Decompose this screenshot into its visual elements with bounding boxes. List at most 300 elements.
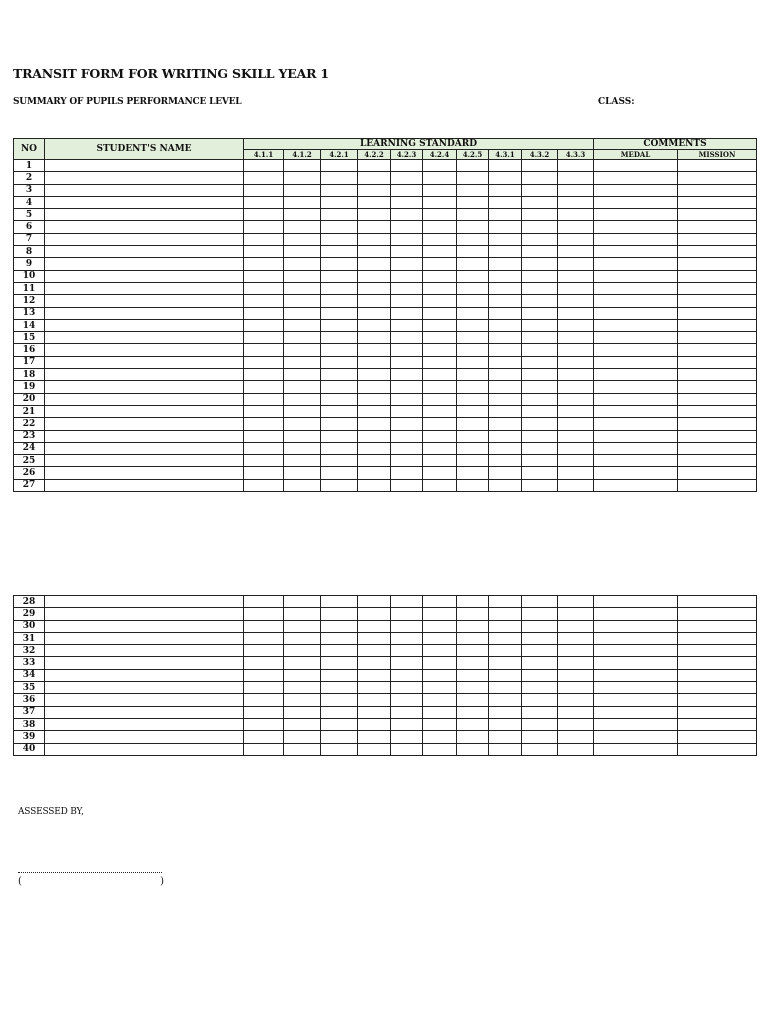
entry-cell[interactable] <box>558 258 594 270</box>
entry-cell[interactable] <box>558 332 594 344</box>
entry-cell[interactable] <box>489 620 522 632</box>
entry-cell[interactable] <box>244 332 284 344</box>
entry-cell[interactable] <box>358 369 391 381</box>
entry-cell[interactable] <box>391 418 423 430</box>
entry-cell[interactable] <box>391 620 423 632</box>
student-name-cell[interactable] <box>45 233 244 245</box>
entry-cell[interactable] <box>594 731 678 743</box>
entry-cell[interactable] <box>423 356 457 368</box>
entry-cell[interactable] <box>284 430 321 442</box>
entry-cell[interactable] <box>489 645 522 657</box>
entry-cell[interactable] <box>391 282 423 294</box>
entry-cell[interactable] <box>321 381 358 393</box>
entry-cell[interactable] <box>358 442 391 454</box>
entry-cell[interactable] <box>321 282 358 294</box>
entry-cell[interactable] <box>457 196 489 208</box>
entry-cell[interactable] <box>457 184 489 196</box>
entry-cell[interactable] <box>423 369 457 381</box>
entry-cell[interactable] <box>457 669 489 681</box>
entry-cell[interactable] <box>558 172 594 184</box>
entry-cell[interactable] <box>284 694 321 706</box>
entry-cell[interactable] <box>522 645 558 657</box>
entry-cell[interactable] <box>423 442 457 454</box>
entry-cell[interactable] <box>321 295 358 307</box>
entry-cell[interactable] <box>358 307 391 319</box>
entry-cell[interactable] <box>457 632 489 644</box>
entry-cell[interactable] <box>489 221 522 233</box>
entry-cell[interactable] <box>457 295 489 307</box>
entry-cell[interactable] <box>284 209 321 221</box>
entry-cell[interactable] <box>489 430 522 442</box>
entry-cell[interactable] <box>321 706 358 718</box>
entry-cell[interactable] <box>284 282 321 294</box>
entry-cell[interactable] <box>594 184 678 196</box>
entry-cell[interactable] <box>321 718 358 730</box>
entry-cell[interactable] <box>678 172 757 184</box>
entry-cell[interactable] <box>522 706 558 718</box>
entry-cell[interactable] <box>244 393 284 405</box>
entry-cell[interactable] <box>489 184 522 196</box>
entry-cell[interactable] <box>489 706 522 718</box>
entry-cell[interactable] <box>457 381 489 393</box>
entry-cell[interactable] <box>358 657 391 669</box>
entry-cell[interactable] <box>423 393 457 405</box>
entry-cell[interactable] <box>457 332 489 344</box>
entry-cell[interactable] <box>678 307 757 319</box>
entry-cell[interactable] <box>284 467 321 479</box>
entry-cell[interactable] <box>321 270 358 282</box>
entry-cell[interactable] <box>522 172 558 184</box>
student-name-cell[interactable] <box>45 184 244 196</box>
entry-cell[interactable] <box>321 467 358 479</box>
entry-cell[interactable] <box>423 718 457 730</box>
entry-cell[interactable] <box>284 657 321 669</box>
entry-cell[interactable] <box>284 319 321 331</box>
entry-cell[interactable] <box>522 393 558 405</box>
entry-cell[interactable] <box>284 270 321 282</box>
student-name-cell[interactable] <box>45 743 244 755</box>
entry-cell[interactable] <box>284 221 321 233</box>
entry-cell[interactable] <box>244 455 284 467</box>
entry-cell[interactable] <box>244 307 284 319</box>
entry-cell[interactable] <box>391 172 423 184</box>
entry-cell[interactable] <box>678 682 757 694</box>
entry-cell[interactable] <box>244 731 284 743</box>
entry-cell[interactable] <box>284 442 321 454</box>
entry-cell[interactable] <box>558 369 594 381</box>
student-name-cell[interactable] <box>45 608 244 620</box>
entry-cell[interactable] <box>558 694 594 706</box>
entry-cell[interactable] <box>321 233 358 245</box>
entry-cell[interactable] <box>489 405 522 417</box>
entry-cell[interactable] <box>321 405 358 417</box>
entry-cell[interactable] <box>522 596 558 608</box>
student-name-cell[interactable] <box>45 160 244 172</box>
entry-cell[interactable] <box>522 209 558 221</box>
student-name-cell[interactable] <box>45 430 244 442</box>
entry-cell[interactable] <box>391 455 423 467</box>
entry-cell[interactable] <box>284 393 321 405</box>
student-name-cell[interactable] <box>45 332 244 344</box>
entry-cell[interactable] <box>678 184 757 196</box>
entry-cell[interactable] <box>391 731 423 743</box>
entry-cell[interactable] <box>522 743 558 755</box>
entry-cell[interactable] <box>489 596 522 608</box>
entry-cell[interactable] <box>391 196 423 208</box>
entry-cell[interactable] <box>391 356 423 368</box>
entry-cell[interactable] <box>457 718 489 730</box>
entry-cell[interactable] <box>594 467 678 479</box>
entry-cell[interactable] <box>423 295 457 307</box>
student-name-cell[interactable] <box>45 270 244 282</box>
entry-cell[interactable] <box>244 718 284 730</box>
entry-cell[interactable] <box>522 731 558 743</box>
entry-cell[interactable] <box>558 632 594 644</box>
entry-cell[interactable] <box>678 393 757 405</box>
entry-cell[interactable] <box>321 479 358 491</box>
entry-cell[interactable] <box>594 295 678 307</box>
entry-cell[interactable] <box>522 270 558 282</box>
entry-cell[interactable] <box>594 718 678 730</box>
entry-cell[interactable] <box>244 596 284 608</box>
entry-cell[interactable] <box>678 632 757 644</box>
entry-cell[interactable] <box>321 442 358 454</box>
entry-cell[interactable] <box>457 270 489 282</box>
entry-cell[interactable] <box>284 172 321 184</box>
entry-cell[interactable] <box>244 694 284 706</box>
entry-cell[interactable] <box>391 596 423 608</box>
entry-cell[interactable] <box>594 344 678 356</box>
entry-cell[interactable] <box>594 332 678 344</box>
entry-cell[interactable] <box>423 645 457 657</box>
entry-cell[interactable] <box>423 246 457 258</box>
entry-cell[interactable] <box>558 645 594 657</box>
entry-cell[interactable] <box>423 160 457 172</box>
entry-cell[interactable] <box>423 196 457 208</box>
entry-cell[interactable] <box>244 295 284 307</box>
entry-cell[interactable] <box>358 184 391 196</box>
entry-cell[interactable] <box>423 479 457 491</box>
entry-cell[interactable] <box>391 258 423 270</box>
entry-cell[interactable] <box>558 418 594 430</box>
entry-cell[interactable] <box>558 596 594 608</box>
entry-cell[interactable] <box>558 307 594 319</box>
entry-cell[interactable] <box>423 632 457 644</box>
entry-cell[interactable] <box>321 455 358 467</box>
entry-cell[interactable] <box>558 620 594 632</box>
entry-cell[interactable] <box>358 319 391 331</box>
entry-cell[interactable] <box>423 596 457 608</box>
entry-cell[interactable] <box>391 442 423 454</box>
entry-cell[interactable] <box>391 430 423 442</box>
entry-cell[interactable] <box>244 645 284 657</box>
entry-cell[interactable] <box>558 209 594 221</box>
entry-cell[interactable] <box>678 160 757 172</box>
entry-cell[interactable] <box>678 209 757 221</box>
entry-cell[interactable] <box>594 282 678 294</box>
entry-cell[interactable] <box>284 479 321 491</box>
student-name-cell[interactable] <box>45 369 244 381</box>
entry-cell[interactable] <box>558 160 594 172</box>
entry-cell[interactable] <box>321 246 358 258</box>
entry-cell[interactable] <box>244 467 284 479</box>
entry-cell[interactable] <box>244 160 284 172</box>
entry-cell[interactable] <box>522 632 558 644</box>
entry-cell[interactable] <box>489 455 522 467</box>
entry-cell[interactable] <box>457 393 489 405</box>
entry-cell[interactable] <box>423 682 457 694</box>
entry-cell[interactable] <box>522 430 558 442</box>
entry-cell[interactable] <box>678 233 757 245</box>
entry-cell[interactable] <box>284 632 321 644</box>
entry-cell[interactable] <box>594 694 678 706</box>
entry-cell[interactable] <box>423 258 457 270</box>
entry-cell[interactable] <box>321 743 358 755</box>
entry-cell[interactable] <box>423 418 457 430</box>
entry-cell[interactable] <box>423 405 457 417</box>
entry-cell[interactable] <box>457 319 489 331</box>
entry-cell[interactable] <box>358 718 391 730</box>
entry-cell[interactable] <box>594 258 678 270</box>
entry-cell[interactable] <box>423 669 457 681</box>
entry-cell[interactable] <box>678 442 757 454</box>
entry-cell[interactable] <box>594 442 678 454</box>
entry-cell[interactable] <box>678 258 757 270</box>
entry-cell[interactable] <box>522 160 558 172</box>
student-name-cell[interactable] <box>45 694 244 706</box>
entry-cell[interactable] <box>522 233 558 245</box>
entry-cell[interactable] <box>558 233 594 245</box>
entry-cell[interactable] <box>284 418 321 430</box>
entry-cell[interactable] <box>244 743 284 755</box>
entry-cell[interactable] <box>358 743 391 755</box>
entry-cell[interactable] <box>522 295 558 307</box>
entry-cell[interactable] <box>284 381 321 393</box>
student-name-cell[interactable] <box>45 442 244 454</box>
entry-cell[interactable] <box>558 455 594 467</box>
entry-cell[interactable] <box>594 307 678 319</box>
entry-cell[interactable] <box>457 246 489 258</box>
student-name-cell[interactable] <box>45 356 244 368</box>
entry-cell[interactable] <box>391 332 423 344</box>
entry-cell[interactable] <box>391 718 423 730</box>
entry-cell[interactable] <box>457 282 489 294</box>
entry-cell[interactable] <box>678 467 757 479</box>
entry-cell[interactable] <box>678 645 757 657</box>
entry-cell[interactable] <box>594 418 678 430</box>
student-name-cell[interactable] <box>45 669 244 681</box>
entry-cell[interactable] <box>321 694 358 706</box>
entry-cell[interactable] <box>321 369 358 381</box>
entry-cell[interactable] <box>594 369 678 381</box>
entry-cell[interactable] <box>594 608 678 620</box>
entry-cell[interactable] <box>594 270 678 282</box>
entry-cell[interactable] <box>678 332 757 344</box>
entry-cell[interactable] <box>391 381 423 393</box>
entry-cell[interactable] <box>522 221 558 233</box>
entry-cell[interactable] <box>457 344 489 356</box>
student-name-cell[interactable] <box>45 282 244 294</box>
entry-cell[interactable] <box>391 344 423 356</box>
entry-cell[interactable] <box>457 369 489 381</box>
entry-cell[interactable] <box>358 356 391 368</box>
entry-cell[interactable] <box>489 608 522 620</box>
entry-cell[interactable] <box>244 706 284 718</box>
entry-cell[interactable] <box>391 307 423 319</box>
entry-cell[interactable] <box>391 221 423 233</box>
entry-cell[interactable] <box>678 344 757 356</box>
entry-cell[interactable] <box>489 632 522 644</box>
entry-cell[interactable] <box>244 258 284 270</box>
entry-cell[interactable] <box>558 731 594 743</box>
entry-cell[interactable] <box>457 160 489 172</box>
entry-cell[interactable] <box>358 344 391 356</box>
entry-cell[interactable] <box>678 430 757 442</box>
entry-cell[interactable] <box>321 172 358 184</box>
entry-cell[interactable] <box>489 160 522 172</box>
entry-cell[interactable] <box>321 682 358 694</box>
entry-cell[interactable] <box>244 246 284 258</box>
entry-cell[interactable] <box>358 258 391 270</box>
entry-cell[interactable] <box>522 620 558 632</box>
entry-cell[interactable] <box>358 645 391 657</box>
entry-cell[interactable] <box>522 307 558 319</box>
entry-cell[interactable] <box>678 669 757 681</box>
entry-cell[interactable] <box>391 295 423 307</box>
entry-cell[interactable] <box>244 184 284 196</box>
entry-cell[interactable] <box>391 369 423 381</box>
entry-cell[interactable] <box>457 442 489 454</box>
entry-cell[interactable] <box>558 706 594 718</box>
entry-cell[interactable] <box>522 246 558 258</box>
entry-cell[interactable] <box>489 718 522 730</box>
entry-cell[interactable] <box>558 295 594 307</box>
entry-cell[interactable] <box>489 209 522 221</box>
entry-cell[interactable] <box>321 418 358 430</box>
entry-cell[interactable] <box>284 743 321 755</box>
entry-cell[interactable] <box>321 669 358 681</box>
entry-cell[interactable] <box>594 233 678 245</box>
entry-cell[interactable] <box>321 731 358 743</box>
entry-cell[interactable] <box>391 743 423 755</box>
entry-cell[interactable] <box>678 455 757 467</box>
entry-cell[interactable] <box>457 430 489 442</box>
entry-cell[interactable] <box>423 620 457 632</box>
entry-cell[interactable] <box>358 332 391 344</box>
entry-cell[interactable] <box>391 657 423 669</box>
entry-cell[interactable] <box>457 620 489 632</box>
entry-cell[interactable] <box>391 160 423 172</box>
entry-cell[interactable] <box>558 356 594 368</box>
entry-cell[interactable] <box>457 467 489 479</box>
entry-cell[interactable] <box>489 233 522 245</box>
entry-cell[interactable] <box>457 418 489 430</box>
entry-cell[interactable] <box>558 430 594 442</box>
entry-cell[interactable] <box>358 233 391 245</box>
entry-cell[interactable] <box>284 344 321 356</box>
entry-cell[interactable] <box>594 393 678 405</box>
entry-cell[interactable] <box>457 455 489 467</box>
entry-cell[interactable] <box>558 270 594 282</box>
entry-cell[interactable] <box>423 430 457 442</box>
entry-cell[interactable] <box>457 694 489 706</box>
entry-cell[interactable] <box>558 184 594 196</box>
entry-cell[interactable] <box>522 608 558 620</box>
entry-cell[interactable] <box>423 307 457 319</box>
entry-cell[interactable] <box>594 669 678 681</box>
student-name-cell[interactable] <box>45 393 244 405</box>
student-name-cell[interactable] <box>45 455 244 467</box>
entry-cell[interactable] <box>522 405 558 417</box>
student-name-cell[interactable] <box>45 172 244 184</box>
entry-cell[interactable] <box>594 706 678 718</box>
entry-cell[interactable] <box>489 381 522 393</box>
entry-cell[interactable] <box>522 669 558 681</box>
entry-cell[interactable] <box>489 393 522 405</box>
student-name-cell[interactable] <box>45 418 244 430</box>
entry-cell[interactable] <box>358 694 391 706</box>
student-name-cell[interactable] <box>45 344 244 356</box>
entry-cell[interactable] <box>594 209 678 221</box>
entry-cell[interactable] <box>284 307 321 319</box>
entry-cell[interactable] <box>522 455 558 467</box>
entry-cell[interactable] <box>678 657 757 669</box>
entry-cell[interactable] <box>489 270 522 282</box>
entry-cell[interactable] <box>489 295 522 307</box>
entry-cell[interactable] <box>558 467 594 479</box>
entry-cell[interactable] <box>284 608 321 620</box>
entry-cell[interactable] <box>321 393 358 405</box>
entry-cell[interactable] <box>558 405 594 417</box>
entry-cell[interactable] <box>423 332 457 344</box>
entry-cell[interactable] <box>457 657 489 669</box>
entry-cell[interactable] <box>678 405 757 417</box>
entry-cell[interactable] <box>594 405 678 417</box>
entry-cell[interactable] <box>678 418 757 430</box>
entry-cell[interactable] <box>358 608 391 620</box>
entry-cell[interactable] <box>678 356 757 368</box>
entry-cell[interactable] <box>457 743 489 755</box>
entry-cell[interactable] <box>423 184 457 196</box>
entry-cell[interactable] <box>284 233 321 245</box>
entry-cell[interactable] <box>284 295 321 307</box>
entry-cell[interactable] <box>522 418 558 430</box>
entry-cell[interactable] <box>522 356 558 368</box>
entry-cell[interactable] <box>423 221 457 233</box>
entry-cell[interactable] <box>457 209 489 221</box>
entry-cell[interactable] <box>522 369 558 381</box>
entry-cell[interactable] <box>558 479 594 491</box>
entry-cell[interactable] <box>358 381 391 393</box>
entry-cell[interactable] <box>457 608 489 620</box>
entry-cell[interactable] <box>558 196 594 208</box>
student-name-cell[interactable] <box>45 221 244 233</box>
entry-cell[interactable] <box>522 479 558 491</box>
entry-cell[interactable] <box>457 731 489 743</box>
entry-cell[interactable] <box>489 694 522 706</box>
entry-cell[interactable] <box>358 282 391 294</box>
entry-cell[interactable] <box>678 282 757 294</box>
entry-cell[interactable] <box>358 596 391 608</box>
student-name-cell[interactable] <box>45 467 244 479</box>
entry-cell[interactable] <box>244 172 284 184</box>
entry-cell[interactable] <box>522 467 558 479</box>
entry-cell[interactable] <box>284 184 321 196</box>
entry-cell[interactable] <box>594 596 678 608</box>
entry-cell[interactable] <box>244 657 284 669</box>
entry-cell[interactable] <box>244 430 284 442</box>
entry-cell[interactable] <box>489 344 522 356</box>
